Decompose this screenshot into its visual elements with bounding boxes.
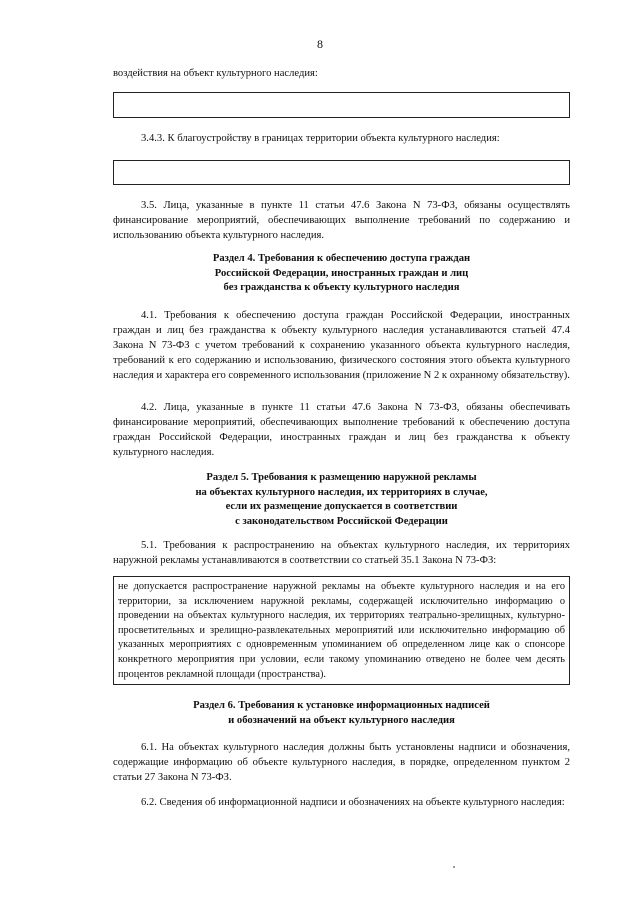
paragraph-6-2: 6.2. Сведения об информационной надписи и обозначениях на объекте культурного наследия: <box>141 797 565 808</box>
section-5-heading-line: с законодательством Российской Федерации <box>235 515 448 527</box>
empty-field-box-impact <box>113 92 570 118</box>
section-4-heading-line: Российской Федерации, иностранных граждан и лиц <box>214 267 469 279</box>
section-5-heading-line: Раздел 5. Требования к размещению наружной рекламы <box>206 472 477 483</box>
section-4-heading-line: Раздел 4. Требования к обеспечению доступа граждан <box>212 253 471 264</box>
section-6-heading <box>113 699 570 728</box>
paragraph-3-5: 3.5. Лица, указанные в пункте 11 статьи 47.6 Закона N 73-ФЗ, обязаны осуществлять финансирование мероприятий, обеспечивающих выполнение требований по содержанию и использованию объекта культурного наследия. <box>113 200 570 241</box>
section-4-heading-line: без гражданства к объекту культурного наследия <box>223 282 460 293</box>
page-number: 8 <box>317 37 323 51</box>
scan-speck <box>453 866 455 868</box>
outdoor-advertising-requirements-box <box>113 576 570 685</box>
paragraph-5-1: 5.1. Требования к распространению на объектах культурного наследия, их территориях наружной рекламы устанавливаются в соответствии со статьей 35.1 Закона N 73-ФЗ: <box>113 540 570 566</box>
section-4-heading <box>113 252 570 296</box>
section-5-heading-line: если их размещение допускается в соответствии <box>225 501 458 512</box>
outdoor-advertising-requirements-text: не допускается распространение наружной рекламы на объекте культурного наследия и на его территории, за исключением наружной рекламы, содержащей исключительно информацию о проведении на объектах культурного наследия, их территориях театрально-зрелищных, культурно-просветительных и зрелищно-развлекательных мероприятий или исключительно информацию об указанных мероприятиях с одновременным упоминанием об определенном лице как о спонсоре конкретного мероприятия при условии, если такому упоминанию отведено не более чем десять процентов рекламной площади (пространства). <box>118 581 565 680</box>
section-5-heading <box>113 471 570 529</box>
paragraph-4-1: 4.1. Требования к обеспечению доступа граждан Российской Федерации, иностранных граждан и лиц без гражданства к объекту культурного наследия устанавливаются статьей 47.4 Закона N 73-ФЗ с учетом требований к сохранению указанного объекта культурного наследия, требований к его содержанию и использованию, физического состояния этого объекта культурного наследия и характера его современного использования (приложение N 2 к охранному обязательству). <box>113 310 570 381</box>
paragraph-6-1: 6.1. На объектах культурного наследия должны быть установлены надписи и обозначения, содержащие информацию об объекте культурного наследия, в порядке, определенном пунктом 2 статьи 27 Закона N 73-ФЗ. <box>113 742 570 783</box>
empty-field-box-landscaping <box>113 160 570 185</box>
paragraph-3-4-3: 3.4.3. К благоустройству в границах территории объекта культурного наследия: <box>141 133 500 144</box>
section-5-heading-line: на объектах культурного наследия, их территориях в случае, <box>195 486 488 498</box>
paragraph-4-2: 4.2. Лица, указанные в пункте 11 статьи 47.6 Закона N 73-ФЗ, обязаны обеспечивать финансирование мероприятий, обеспечивающих выполнение требований к обеспечению доступа граждан Российской Федерации, иностранных граждан и лиц без гражданства к объекту культурного наследия. <box>113 402 570 458</box>
section-6-heading-line: и обозначений на объект культурного наследия <box>228 714 455 726</box>
paragraph-impact-continuation: воздействия на объект культурного наследия: <box>113 68 318 79</box>
section-6-heading-line: Раздел 6. Требования к установке информационных надписей <box>193 700 490 711</box>
